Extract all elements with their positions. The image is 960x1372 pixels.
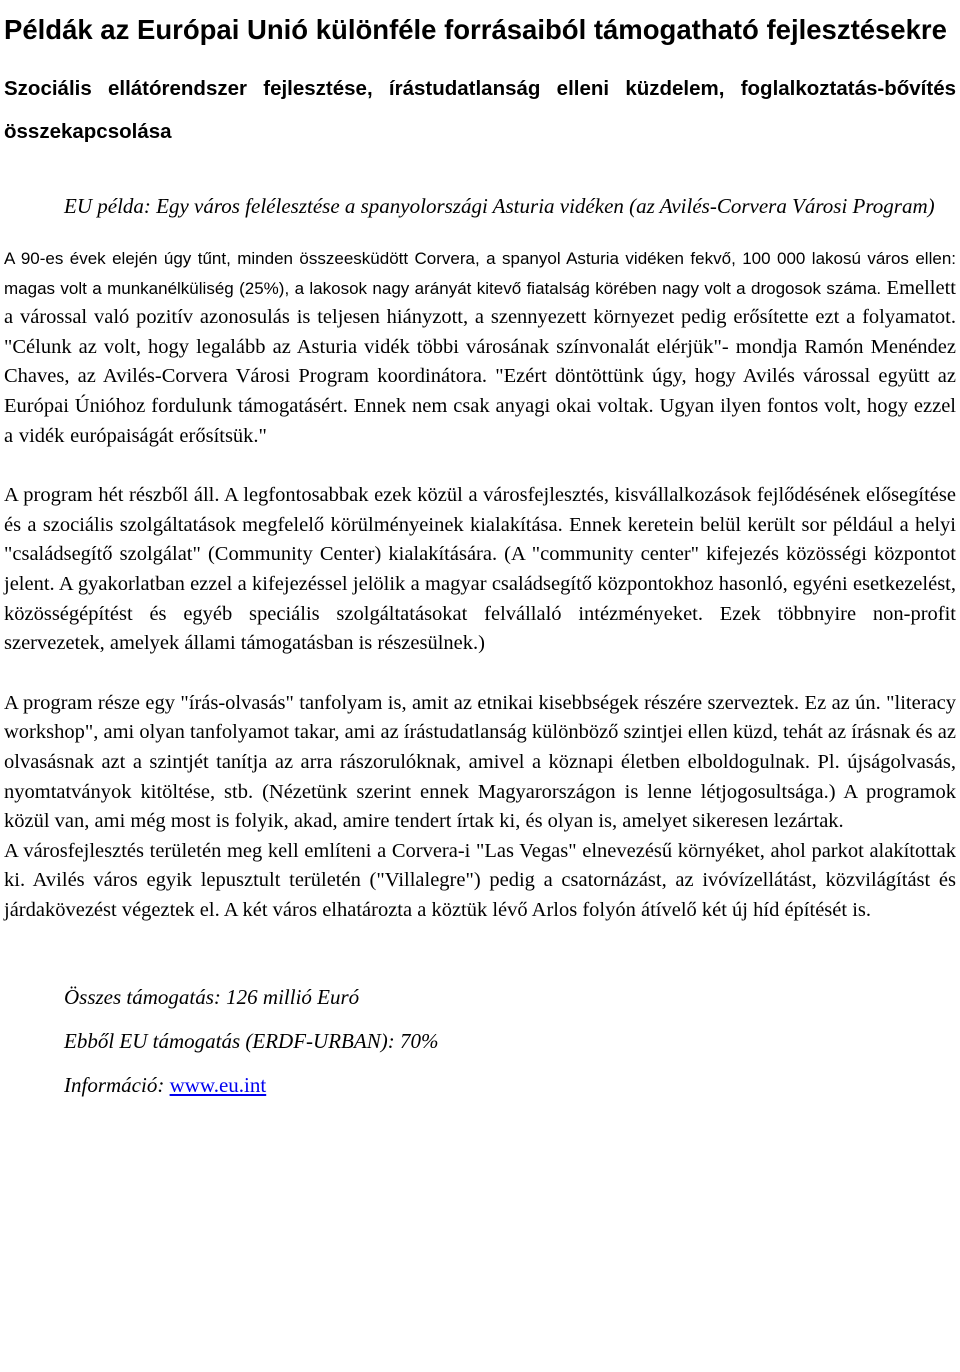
info-line <box>64 1063 956 1107</box>
document-page <box>4 0 956 1107</box>
document-title: Példák az Európai Unió különféle forrásaiból támogatható fejlesztésekre <box>4 14 947 45</box>
paragraph-intro-lead: A 90-es évek elején úgy tűnt, minden összeesküdött Corvera, a spanyol Asturia vidéken fekvő, 100 000 lakosú város ellen: magas volt a munkanélküliség (25%), a lakosok nagy arányát kitevő fiatalság körében nagy volt a drogosok száma. <box>4 249 956 298</box>
paragraph-program: A program hét részből áll. A legfontosabbak ezek közül a városfejlesztés, kisvállalkozások fejlődésének elősegítése és a szociális szolgáltatások megfelelő körülményeinek kialakítása. Ennek keretein belül került sor például a helyi "családsegítő szolgálat" (Community Center) kialakítására. (A "community center" kifejezés közösségi központot jelent. A gyakorlatban ezzel a kifejezéssel jelölik a magyar családsegítő központokhoz hasonló, egyéni esetkezelést, közösségépítést és egyéb speciális szolgáltatásokat felvállaló intézményeket. Ezek többnyire non-profit szervezetek, amelyek állami támogatásban is részesülnek.) <box>4 484 956 655</box>
funding-facts <box>64 975 956 1107</box>
eu-support: Ebből EU támogatás (ERDF-URBAN): 70% <box>64 1029 439 1054</box>
document-subtitle: Szociális ellátórendszer fejlesztése, írástudatlanság elleni küzdelem, foglalkoztatás-bővítés összekapcsolása <box>4 77 956 143</box>
info-link[interactable]: www.eu.int <box>169 1073 267 1098</box>
paragraph-intro <box>4 244 956 451</box>
example-title: EU példa: Egy város felélesztése a spanyolországi Asturia vidéken (az Avilés-Corvera Városi Program) <box>64 194 935 218</box>
paragraph-intro-rest: Emellett a várossal való pozitív azonosulás is teljesen hiányzott, a szennyezett környezet pedig erősítette ezt a folyamatot. "Célunk az volt, hogy legalább az Asturia vidék többi városának színvonalát elérjük"- mondja Ramón Menéndez Chaves, az Avilés-Corvera Városi Program koordinátora. "Ezért döntöttünk úgy, hogy Avilés várossal együtt az Európai Únióhoz fordulunk támogatásért. Ennek nem csak anyagi okai voltak. Ugyan ilyen fontos volt, hogy ezzel a vidék európaiságát erősítsük." <box>4 276 956 447</box>
paragraph-urban-development: A városfejlesztés területén meg kell említeni a Corvera-i "Las Vegas" elnevezésű környéket, ahol parkot alakítottak ki. Avilés város egyik lepusztult területén ("Villalegre") pedig a csatornázást, az ivóvízellátást, közvilágítást és járdakövezést végeztek el. A két város elhatározta a köztük lévő Arlos folyón átívelő két új híd építését is. <box>4 839 956 921</box>
paragraph-literacy: A program része egy "írás-olvasás" tanfolyam is, amit az etnikai kisebbségek részére szerveztek. Ez az ún. "literacy workshop", ami olyan tanfolyamot takar, ami az írástudatlanság különböző szintjei ellen küzd, tehát az írásnak és az olvasásnak azt a szintjét tanítja az arra rászorulóknak, amivel a köznapi életben elboldogulnak. Pl. újságolvasás, nyomtatványok kitöltése, stb. (Nézetünk szerint ennek Magyarországon is lenne létjogosultsága.) A programok közül van, ami még most is folyik, akad, amire tendert írtak ki, és olyan is, amelyet sikeresen lezártak. <box>4 691 956 833</box>
total-support: Összes támogatás: 126 millió Euró <box>64 985 360 1010</box>
info-label: Információ: <box>64 1073 165 1098</box>
